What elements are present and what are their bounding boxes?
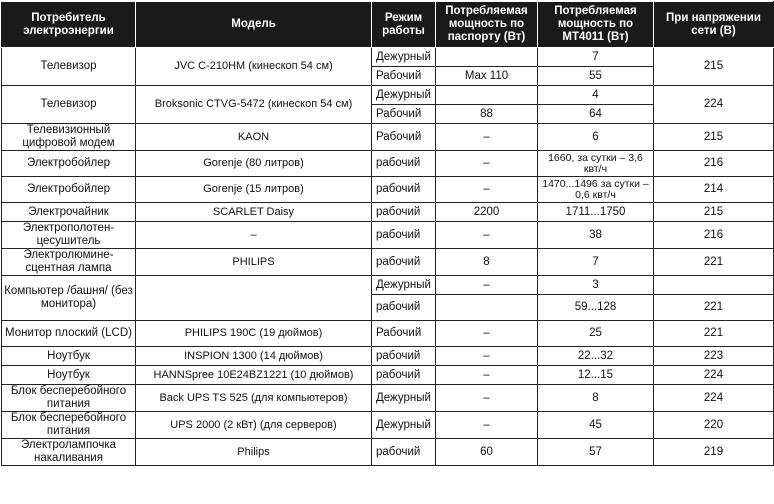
measured-power-cell: 12...15 <box>538 366 654 385</box>
table-row <box>2 439 774 466</box>
consumer-cell: Компьютер /башня/ (без монитора) <box>2 276 136 321</box>
table-row <box>2 222 774 249</box>
rated-power-cell: 8 <box>436 249 538 276</box>
rated-power-cell <box>436 295 538 321</box>
model-cell: Gorenje (15 литров) <box>136 177 372 203</box>
model-cell: UPS 2000 (2 кВт) (для серверов) <box>136 412 372 439</box>
rated-power-cell: – <box>436 321 538 347</box>
mode-cell: рабочий <box>372 151 436 177</box>
table-row <box>2 86 774 105</box>
measured-power-cell: 8 <box>538 385 654 412</box>
measured-power-cell: 55 <box>538 67 654 86</box>
measured-power-cell: 1711...1750 <box>538 203 654 222</box>
table-header <box>2 2 774 48</box>
table-body <box>2 48 774 466</box>
mode-cell: рабочий <box>372 249 436 276</box>
measured-power-cell: 3 <box>538 276 654 295</box>
mode-cell: рабочий <box>372 439 436 466</box>
voltage-cell: 223 <box>654 347 774 366</box>
measured-power-cell: 7 <box>538 249 654 276</box>
mode-cell: Рабочий <box>372 105 436 124</box>
measured-power-cell: 6 <box>538 124 654 151</box>
consumer-cell: Ноутбук <box>2 366 136 385</box>
model-cell: INSPION 1300 (14 дюймов) <box>136 347 372 366</box>
model-cell: – <box>136 222 372 249</box>
mode-cell: Дежурный <box>372 385 436 412</box>
voltage-cell: 224 <box>654 86 774 124</box>
measured-power-cell: 1470...1496 за сутки – 0,6 квт/ч <box>538 177 654 203</box>
voltage-cell: 221 <box>654 295 774 321</box>
consumer-cell: Телевизор <box>2 86 136 124</box>
consumer-cell: Блок бесперебойного питания <box>2 385 136 412</box>
mode-cell: Дежурный <box>372 86 436 105</box>
rated-power-cell: – <box>436 151 538 177</box>
table-row <box>2 249 774 276</box>
rated-power-cell: – <box>436 412 538 439</box>
rated-power-cell: – <box>436 276 538 295</box>
voltage-cell: 215 <box>654 203 774 222</box>
measured-power-cell: 64 <box>538 105 654 124</box>
consumer-cell: Электролюмине-сцентная лампа <box>2 249 136 276</box>
mode-cell: Рабочий <box>372 67 436 86</box>
rated-power-cell <box>436 48 538 67</box>
voltage-cell: 219 <box>654 439 774 466</box>
mode-cell: рабочий <box>372 177 436 203</box>
model-cell: HANNSpree 10E24BZ1221 (10 дюймов) <box>136 366 372 385</box>
measured-power-cell: 57 <box>538 439 654 466</box>
table-row <box>2 366 774 385</box>
rated-power-cell: – <box>436 222 538 249</box>
voltage-cell: 215 <box>654 48 774 86</box>
model-cell: JVC C-210HM (кинескоп 54 см) <box>136 48 372 86</box>
header-mode: Режим работы <box>372 2 436 48</box>
rated-power-cell: – <box>436 347 538 366</box>
measured-power-cell: 7 <box>538 48 654 67</box>
table-row <box>2 412 774 439</box>
consumer-cell: Электрополотен-цесушитель <box>2 222 136 249</box>
consumer-cell: Блок бесперебойного питания <box>2 412 136 439</box>
rated-power-cell: – <box>436 385 538 412</box>
measured-power-cell: 22...32 <box>538 347 654 366</box>
measured-power-cell: 4 <box>538 86 654 105</box>
measured-power-cell: 1660, за сутки – 3,6 квт/ч <box>538 151 654 177</box>
header-model: Модель <box>136 2 372 48</box>
header-rated-power: Потребляемая мощность по паспорту (Вт) <box>436 2 538 48</box>
table-row <box>2 385 774 412</box>
mode-cell: Рабочий <box>372 321 436 347</box>
header-consumer: Потребитель электроэнергии <box>2 2 136 48</box>
model-cell: PHILIPS 190C (19 дюймов) <box>136 321 372 347</box>
measured-power-cell: 45 <box>538 412 654 439</box>
consumer-cell: Телевизор <box>2 48 136 86</box>
mode-cell: Рабочий <box>372 124 436 151</box>
mode-cell: Дежурный <box>372 48 436 67</box>
consumer-cell: Телевизионный цифровой модем <box>2 124 136 151</box>
table-row <box>2 151 774 177</box>
consumer-cell: Электрочайник <box>2 203 136 222</box>
mode-cell: рабочий <box>372 366 436 385</box>
model-cell: Gorenje (80 литров) <box>136 151 372 177</box>
voltage-cell: 221 <box>654 249 774 276</box>
table-row <box>2 347 774 366</box>
mode-cell: рабочий <box>372 203 436 222</box>
model-cell: Broksonic CTVG-5472 (кинескоп 54 см) <box>136 86 372 124</box>
model-cell <box>136 276 372 321</box>
consumer-cell: Электробойлер <box>2 177 136 203</box>
table-row <box>2 177 774 203</box>
model-cell: SCARLET Daisy <box>136 203 372 222</box>
voltage-cell: 215 <box>654 124 774 151</box>
measured-power-cell: 25 <box>538 321 654 347</box>
table-row <box>2 203 774 222</box>
consumer-cell: Монитор плоский (LCD) <box>2 321 136 347</box>
rated-power-cell: Max 110 <box>436 67 538 86</box>
voltage-cell: 224 <box>654 385 774 412</box>
model-cell: Philips <box>136 439 372 466</box>
consumer-cell: Электробойлер <box>2 151 136 177</box>
header-voltage: При напряжении сети (В) <box>654 2 774 48</box>
measured-power-cell: 38 <box>538 222 654 249</box>
measured-power-cell: 59...128 <box>538 295 654 321</box>
rated-power-cell: 60 <box>436 439 538 466</box>
header-measured-power: Потребляемая мощность по МТ4011 (Вт) <box>538 2 654 48</box>
consumer-cell: Электролампочка накаливания <box>2 439 136 466</box>
rated-power-cell <box>436 86 538 105</box>
model-cell: KAON <box>136 124 372 151</box>
table-row <box>2 48 774 67</box>
voltage-cell: 214 <box>654 177 774 203</box>
voltage-cell: 224 <box>654 366 774 385</box>
rated-power-cell: 88 <box>436 105 538 124</box>
model-cell: PHILIPS <box>136 249 372 276</box>
mode-cell: рабочий <box>372 222 436 249</box>
power-consumption-table <box>1 1 774 466</box>
mode-cell: Дежурный <box>372 276 436 295</box>
rated-power-cell: 2200 <box>436 203 538 222</box>
voltage-cell: 220 <box>654 412 774 439</box>
mode-cell: рабочий <box>372 347 436 366</box>
table-row <box>2 124 774 151</box>
rated-power-cell: – <box>436 124 538 151</box>
mode-cell: рабочий <box>372 295 436 321</box>
model-cell: Back UPS TS 525 (для компьютеров) <box>136 385 372 412</box>
table-row <box>2 276 774 295</box>
voltage-cell: 216 <box>654 151 774 177</box>
voltage-cell <box>654 276 774 295</box>
rated-power-cell: – <box>436 177 538 203</box>
voltage-cell: 221 <box>654 321 774 347</box>
voltage-cell: 216 <box>654 222 774 249</box>
consumer-cell: Ноутбук <box>2 347 136 366</box>
mode-cell: Дежурный <box>372 412 436 439</box>
table-row <box>2 321 774 347</box>
rated-power-cell: – <box>436 366 538 385</box>
